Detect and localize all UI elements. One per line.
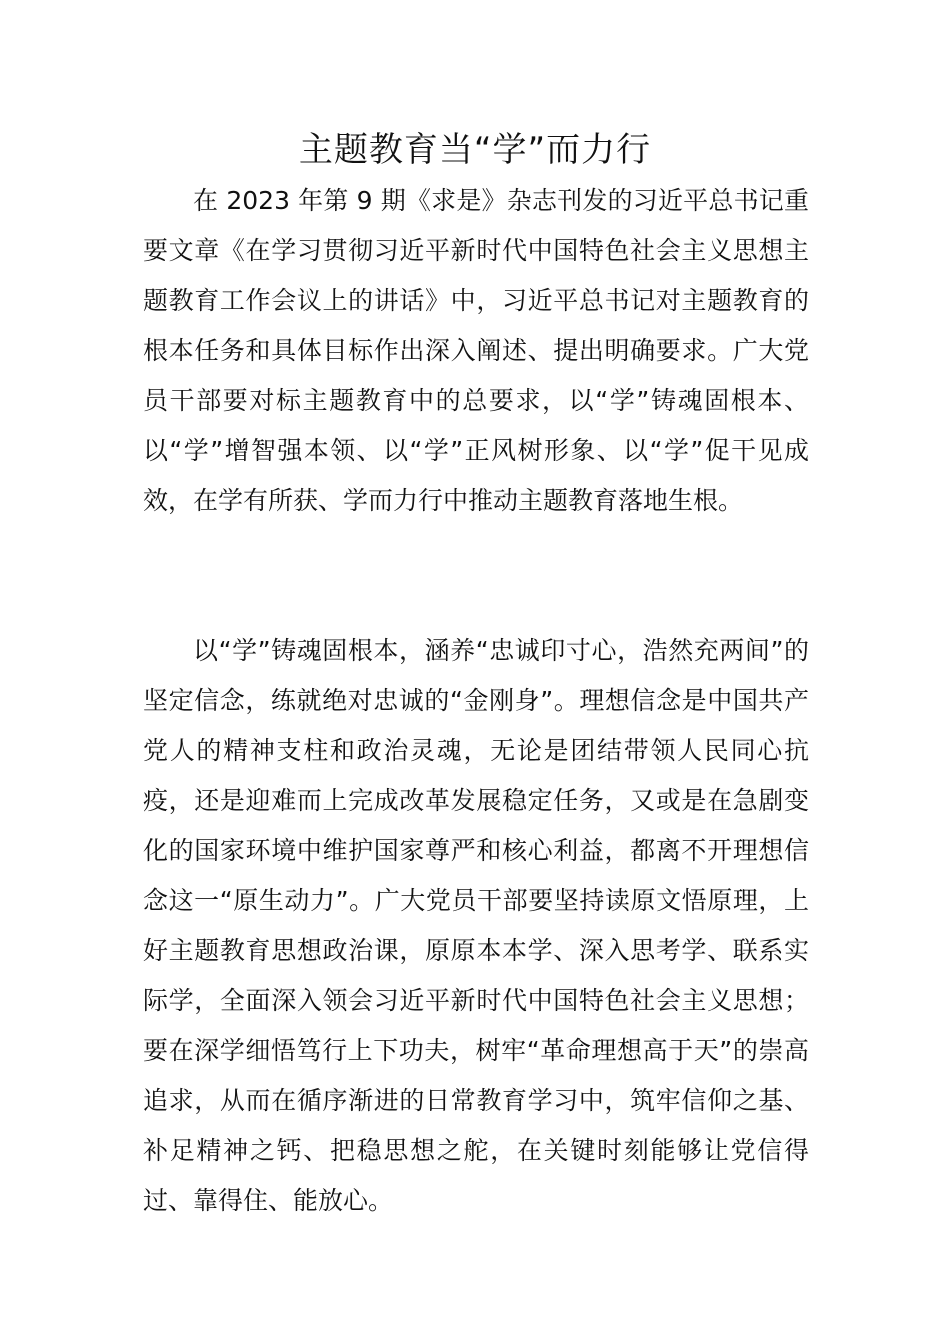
document-title: 主题教育当“学”而力行 bbox=[298, 130, 652, 170]
paragraph-intro: 在 2023 年第 9 期《求是》杂志刊发的习近平总书记重要文章《在学习贯彻习近平新时代中国特色社会主义思想主题教育工作会议上的讲话》中，习近平总书记对主题教育的根本任务和具体目标作出深入阐述、提出明确要求。广大党员干部要对标主题教育中的总要求，以“学”铸魂固根本、以“学”增智强本领、以“学”正风树形象、以“学”促干见成效，在学有所获、学而力行中推动主题教育落地生根。 bbox=[143, 186, 809, 515]
paragraph-section-one: 以“学”铸魂固根本，涵养“忠诚印寸心，浩然充两间”的坚定信念，练就绝对忠诚的“金刚身”。理想信念是中国共产党人的精神支柱和政治灵魂，无论是团结带领人民同心抗疫，还是迎难而上完成改革发展稳定任务，又或是在急剧变化的国家环境中维护国家尊严和核心利益，都离不开理想信念这一“原生动力”。广大党员干部要坚持读原文悟原理，上好主题教育思想政治课，原原本本学、深入思考学、联系实际学，全面深入领会习近平新时代中国特色社会主义思想；要在深学细悟笃行上下功夫，树牢“革命理想高于天”的崇高追求，从而在循序渐进的日常教育学习中，筑牢信仰之基、补足精神之钙、把稳思想之舵，在关键时刻能够让党信得过、靠得住、能放心。 bbox=[143, 636, 809, 1215]
